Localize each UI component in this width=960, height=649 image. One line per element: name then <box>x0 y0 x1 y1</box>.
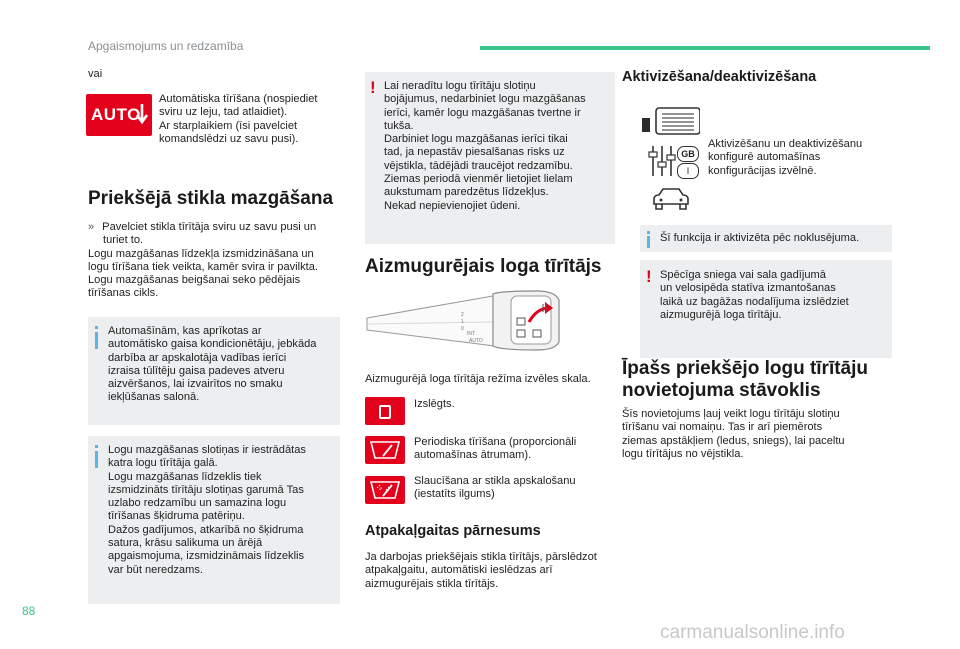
auto-wipe-description: Automātiska tīrīšana (nospiediet sviru uz leju, tad atlaidiet). Ar starplaikiem (īsi pavelciet komandslēdzi uz savu pusi). <box>159 93 318 145</box>
car-settings-icon <box>650 186 692 212</box>
running-header: Apgaismojums un redzamība <box>88 39 244 53</box>
warning-box-washer: ! Lai neradītu logu tīrītāju slotiņu bojājumus, nedarbiniet logu mazgāšanas ierīci, kamēr logu mazgāšanas tvertne ir tukša. Darbiniet logu mazgāšanas ierīci tikai tad, ja nepastāv piesalšanas risks uz vējstikla, tādējādi traucējot redzamību. Ziemas periodā vienmēr lietojiet lielam aukstumam paredzētus līdzekļus. Nekad nepievienojiet ūdeni. <box>365 72 615 244</box>
language-gb-badge: GB <box>677 146 699 162</box>
reverse-body: Ja darbojas priekšējais stikla tīrītājs, pārslēdzot atpakaļgaitu, automātiski ieslēdzas arī aizmugurējais stikla tīrītājs. <box>365 551 597 590</box>
auto-icon-label: AUTO <box>91 105 141 124</box>
mode-off-label: Izslēgts. <box>414 398 455 410</box>
instruction-bullet: » <box>88 221 95 233</box>
section-heading-front-wash: Priekšējā stikla mazgāšana <box>88 188 334 209</box>
rear-wiper-intermittent-icon <box>365 436 405 464</box>
front-wash-body: » Pavelciet stikla tīrītāja sviru uz savu pusi un turiet to. Logu mazgāšanas līdzekļa izsmidzināšana un logu tīrīšana tiek veikta, kamēr svira ir pavilkta. Logu mazgāšanas beigšanai seko pēdējais tīrīšanas cikls. <box>88 221 318 300</box>
header-accent-bar <box>480 46 930 50</box>
stalk-mark-1: 1 <box>461 319 464 325</box>
or-text: vai <box>88 68 103 80</box>
sliders-settings-icon <box>648 144 700 178</box>
section-heading-special-position: Īpašs priekšējo logu tīrītāju novietojuma stāvoklis <box>622 358 869 401</box>
page-number: 88 <box>22 604 36 618</box>
section-heading-activation: Aktivizēšana/deaktivizēšana <box>622 69 817 85</box>
auto-wipe-icon <box>86 94 152 136</box>
down-arrow-icon <box>136 102 148 128</box>
section-heading-rear-wiper: Aizmugurējais loga tīrītājs <box>365 256 602 277</box>
info-icon <box>95 451 98 468</box>
mode-intermittent-label: Periodiska tīrīšana (proporcionāli automašīnas ātrumam). <box>414 436 577 462</box>
stalk-caption: Aizmugurējā loga tīrītāja režīma izvēles skala. <box>365 373 591 385</box>
warning-box-snow: ! Spēcīga sniega vai sala gadījumā un velosipēda statīva izmantošanas laikā uz bagāžas nodalījuma izslēdziet aizmugurējā loga tīrītāju. <box>640 260 892 358</box>
stalk-mark-0: 0 <box>461 326 464 332</box>
touchscreen-menu-icon <box>642 106 700 136</box>
mode-wash-label: Slaucīšana ar stikla apskalošanu (iestatīts ilgums) <box>414 475 576 501</box>
warning-icon: ! <box>646 267 652 286</box>
stalk-mark-auto: AUTO <box>469 338 483 344</box>
sub-heading-reverse: Atpakaļgaitas pārnesums <box>365 523 541 539</box>
config-description: Aktivizēšanu un deaktivizēšanu konfigurē automašīnas konfigurācijas izvēlnē. <box>708 138 863 177</box>
info-box-climate: Automašīnām, kas aprīkotas ar automātisko gaisa kondicionētāju, jebkāda darbība ar apskalotāja vadības ierīci izraisa tūlītēju gaisa padeves atveru aizvēršanos, lai izvairītos no smaku iekļūšanas salonā. <box>88 317 340 425</box>
rear-wiper-off-icon <box>365 397 405 425</box>
warning-icon: ! <box>370 78 376 97</box>
info-box-wash-blades: Logu mazgāšanas slotiņas ir iestrādātas katra logu tīrītāja galā. Logu mazgāšanas līdzeklis tiek izsmidzināts tīrītāju slotiņas garumā Tas uzlabo redzamību un samazina logu tīrīšanas šķidruma patēriņu. Dažos gadījumos, atkarībā no šķidruma satura, krāsu salikuma un ārējā apgaismojuma, izsmidzināmais līdzeklis var būt neredzams. <box>88 436 340 604</box>
info-i-badge: I <box>677 163 699 179</box>
info-box-default: Šī funkcija ir aktivizēta pēc noklusējuma. <box>640 225 892 252</box>
wiper-stalk-icon <box>365 288 575 358</box>
stalk-mark-int: INT <box>467 331 476 337</box>
info-icon <box>95 332 98 349</box>
rear-wiper-wash-icon <box>365 476 405 504</box>
rear-wiper-stalk-illustration <box>365 288 575 358</box>
stalk-mark-2: 2 <box>461 312 464 318</box>
special-position-body: Šīs novietojums ļauj veikt logu tīrītāju slotiņu tīrīšanu vai nomaiņu. Tas ir arī piemērots ziemas apstākļiem (ledus, sniegs), lai paceltu logu tīrītājus no vējstikla. <box>622 408 845 460</box>
watermark: carmanualsonline.info <box>660 622 845 643</box>
info-icon <box>647 236 650 248</box>
